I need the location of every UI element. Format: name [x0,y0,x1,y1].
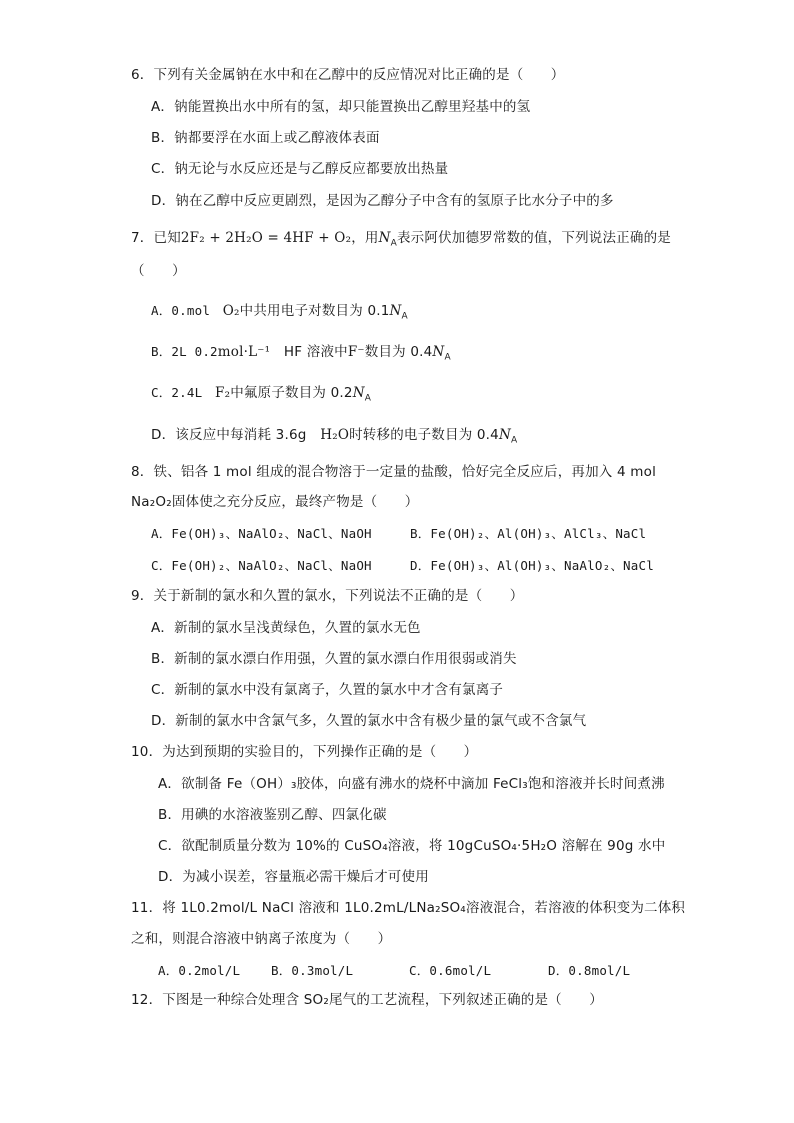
q8-stem-line2: Na₂O₂固体使之充分反应，最终产物是（ ） [131,494,419,510]
q10-stem: 10．为达到预期的实验目的，下列操作正确的是（ ） [131,744,478,760]
q8-option-d: D．Fe(OH)₃、Al(OH)₃、NaAlO₂、NaCl [410,558,654,573]
q8-option-c: C．Fe(OH)₂、NaAlO₂、NaCl、NaOH [151,558,372,573]
q9-option-a: A．新制的氯水呈浅黄绿色，久置的氯水无色 [151,620,421,636]
q11-stem-line1: 11．将 1L0.2mol/L NaCl 溶液和 1L0.2mL/LNa₂SO₄溶液混合，若溶液的体积变为二体积 [131,900,686,916]
q9-stem: 9．关于新制的氯水和久置的氯水，下列说法不正确的是（ ） [131,588,524,604]
q8-option-b: B．Fe(OH)₂、Al(OH)₃、AlCl₃、NaCl [410,526,647,541]
q7-option-c [151,384,371,402]
q6-option-b: B．钠都要浮在水面上或乙醇液体表面 [151,130,380,146]
q7-equation: 2F₂ + 2H₂O = 4HF + O₂ [180,230,352,246]
q7-option-b [151,343,451,361]
q10-option-c: C．欲配制质量分数为 10%的 CuSO₄溶液，将 10gCuSO₄·5H₂O 溶解在 90g 水中 [158,838,666,854]
q10-option-d: D．为减小误差，容量瓶必需干燥后才可使用 [158,869,429,885]
q7-c-formula: F₂ [215,385,231,401]
q7-answer-paren: （ ） [131,263,186,279]
q7-d-na-sub: A [510,435,518,446]
q7-b-mid: HF 溶液中 [270,344,348,360]
q7-d-pre: D．该反应中每消耗 3.6g [151,427,321,443]
q7-c-post: 中氟原子数目为 0.2 [230,385,353,401]
q7-b-na-sub: A [444,352,451,363]
q7-b-ion: F⁻ [347,344,365,360]
q6-option-c: C．钠无论与水反应还是与乙醇反应都要放出热量 [151,161,449,177]
q11-option-a: A．0.2mol/L [158,963,241,978]
q7-c-na: N [352,385,365,401]
q7-b-post: 数目为 0.4 [364,344,433,360]
q7-stem-post: 表示阿伏加德罗常数的值，下列说法正确的是 [396,230,671,246]
q7-option-d [151,426,517,444]
q11-option-d: D．0.8mol/L [548,963,631,978]
q9-option-c: C．新制的氯水中没有氯离子，久置的氯水中才含有氯离子 [151,682,504,698]
q7-na-symbol: N [378,230,391,246]
q7-d-na: N [498,427,511,443]
q6-option-d: D．钠在乙醇中反应更剧烈，是因为乙醇分子中含有的氢原子比水分子中的多 [151,193,614,209]
q7-d-formula: H₂O [320,427,350,443]
q7-stem-pre: 7．已知 [131,230,181,246]
q7-stem [131,229,671,247]
q11-stem-line2: 之和，则混合溶液中钠离子浓度为（ ） [131,931,392,947]
q7-b-unit: mol·L⁻¹ [217,344,271,360]
q9-option-d: D．新制的氯水中含氯气多，久置的氯水中含有极少量的氯气或不含氯气 [151,713,587,729]
q10-option-b: B．用碘的水溶液鉴别乙醇、四氯化碳 [158,807,387,823]
q6-option-a: A．钠能置换出水中所有的氢，却只能置换出乙醇里羟基中的氢 [151,99,531,115]
q11-option-b: B．0.3mol/L [271,963,354,978]
q7-option-a [151,302,408,320]
q7-c-pre: C．2.4L [151,385,216,400]
q7-a-na: N [389,303,402,319]
q9-option-b: B．新制的氯水漂白作用强，久置的氯水漂白作用很弱或消失 [151,651,517,667]
q7-na-sub: A [390,238,397,249]
q7-c-na-sub: A [364,393,372,404]
q10-option-a: A．欲制备 Fe（OH）₃胶体，向盛有沸水的烧杯中滴加 FeCl₃饱和溶液并长时间煮沸 [158,776,665,792]
q7-stem-mid: ，用 [351,230,379,246]
q7-a-na-sub: A [401,311,408,322]
q12-stem: 12．下图是一种综合处理含 SO₂尾气的工艺流程，下列叙述正确的是（ ） [131,992,603,1008]
q7-a-pre: A．0.mol [151,303,223,318]
q8-stem-line1: 8．铁、铝各 1 mol 组成的混合物溶于一定量的盐酸，恰好完全反应后，再加入 4 mol [131,464,657,480]
q11-option-c: C．0.6mol/L [409,963,492,978]
q7-a-formula: O₂ [222,303,240,319]
q8-option-a: A．Fe(OH)₃、NaAlO₂、NaCl、NaOH [151,526,372,541]
q7-d-post: 时转移的电子数目为 0.4 [349,427,499,443]
q7-a-post: 中共用电子对数目为 0.1 [239,303,390,319]
q6-stem: 6．下列有关金属钠在水中和在乙醇中的反应情况对比正确的是（ ） [131,67,565,83]
q7-b-pre: B．2L 0.2 [151,344,218,359]
q7-b-na: N [432,344,445,360]
